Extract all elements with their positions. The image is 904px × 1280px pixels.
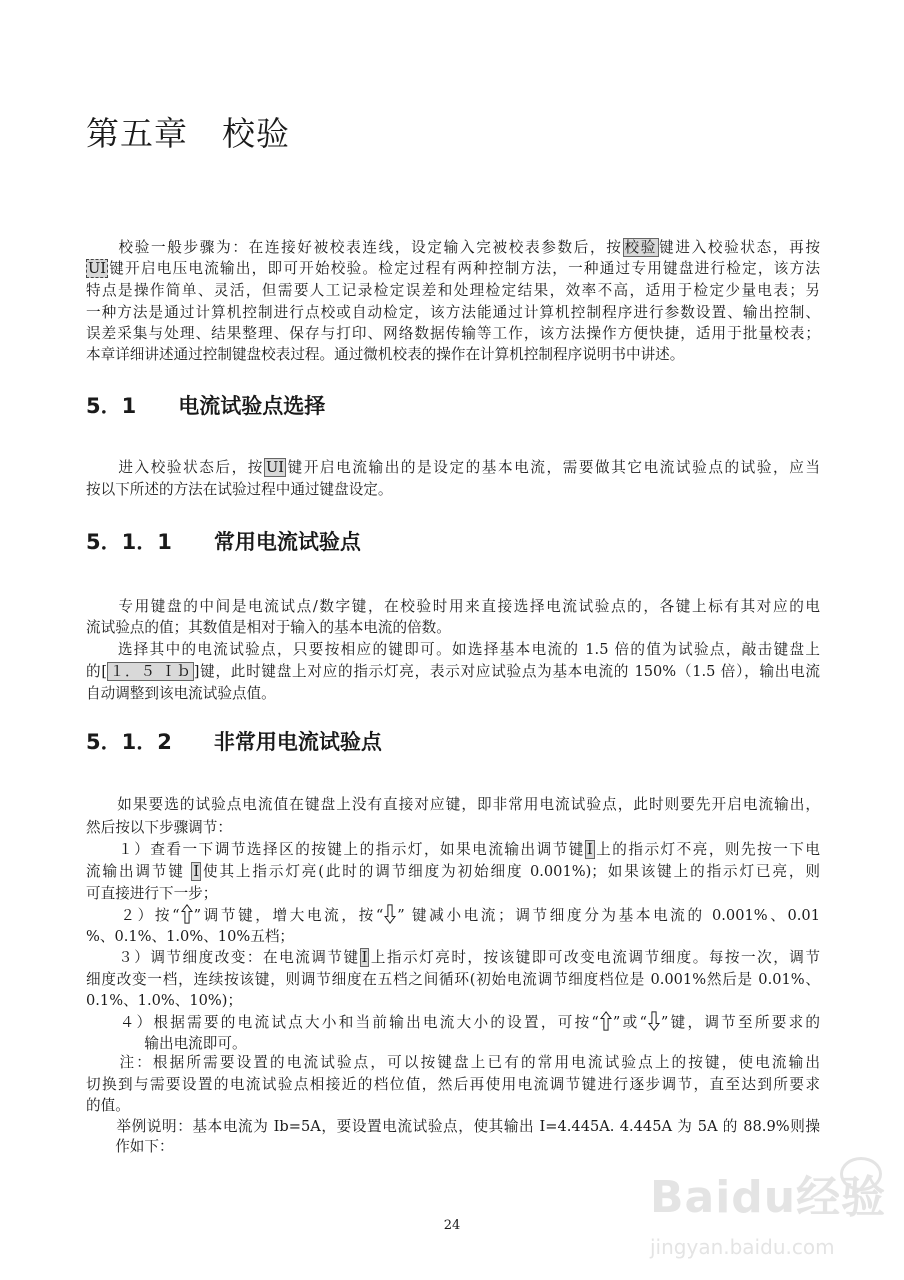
text-line (86, 906, 820, 926)
text-segment: 举例说明：基本电流为 Ib=5A，要设置电流试验点，使其输出 I=4.445A. 4.445A 为 5A 的 88.9%则操 (86, 1118, 820, 1135)
text-line (86, 303, 820, 323)
section-heading-5-1: 5．1 电流试验点选择 (86, 394, 326, 418)
key-label: UI (88, 260, 107, 277)
text-segment: 键开启电压电流输出，即可开始校验。检定过程有两种控制方法，一种通过专用键盘进行检定，该方法 (108, 260, 820, 277)
text-line (86, 862, 820, 882)
text-line (86, 345, 820, 365)
text-segment: 特点是操作简单、灵活，但需要人工记录检定误差和处理检定结果，效率不高，适用于检定少量电表；另 (86, 282, 820, 299)
text-segment: 键开启电流输出的是设定的基本电流，需要做其它电流试验点的试验，应当 (286, 459, 820, 476)
text-segment: ”或“ (612, 1014, 647, 1031)
text-segment: %、0.1%、1.0%、10%五档； (86, 928, 295, 945)
text-line (86, 948, 820, 968)
key-label: I (193, 863, 200, 880)
text-segment: ３）调节细度改变：在电流调节键 (86, 949, 360, 966)
text-line (86, 1034, 820, 1054)
down-arrow-key-icon (647, 1015, 661, 1027)
text-segment: 的[ (86, 663, 108, 680)
text-segment: 流试验点的值；其数值是相对于输入的基本电流的倍数。 (86, 619, 451, 636)
text-line (86, 597, 820, 617)
text-line (86, 662, 820, 682)
section-heading-5-1-2: 5．1．2 非常用电流试验点 (86, 730, 382, 754)
text-line (86, 795, 820, 815)
text-segment: 上的指示灯不亮，则先按一下电 (594, 841, 820, 858)
text-line (86, 840, 820, 860)
text-segment: ]键，此时键盘上对应的指示灯亮，表示对应试验点为基本电流的 150%（1.5 倍），输出电流 (193, 663, 821, 680)
up-arrow-key-icon (599, 1015, 613, 1027)
page-number: 24 (443, 1218, 461, 1233)
watermark-url: jingyan.baidu.com (650, 1235, 835, 1259)
text-segment: 注：根据所需要设置的电流试验点，可以按键盘上已有的常用电流试验点上的按键，使电流输出 (86, 1054, 820, 1071)
text-segment: ” 键减小电流；调节细度分为基本电流的 0.001%、0.01 (397, 907, 820, 924)
text-line (86, 1117, 820, 1137)
text-line (86, 618, 820, 638)
text-line (86, 927, 820, 947)
text-segment: 按以下所述的方法在试验过程中通过键盘设定。 (86, 481, 393, 498)
text-segment: 一种方法是通过计算机控制进行点校或自动检定，该方法能通过计算机控制程序进行参数设置、输出控制、 (86, 304, 820, 321)
text-segment: 如果要选的试验点电流值在键盘上没有直接对应键，即非常用电流试验点，此时则要先开启电流输出， (86, 796, 820, 813)
text-segment: 选择其中的电流试验点，只要按相应的键即可。如选择基本电流的 1.5 倍的值为试验点，敲击键盘上 (86, 641, 820, 658)
text-line (86, 640, 820, 660)
text-line (86, 1137, 820, 1157)
text-segment: 使其上指示灯亮(此时的调节细度为初始细度 0.001%)；如果该键上的指示灯已亮，则 (201, 863, 820, 880)
text-segment: ”键，调节至所要求的 (660, 1014, 821, 1031)
text-line (86, 281, 820, 301)
text-segment: ４）根据需要的电流试点大小和当前输出电流大小的设置，可按“ (86, 1014, 599, 1031)
text-line (86, 480, 820, 500)
key-label: UI (265, 459, 285, 476)
text-segment: 键进入校验状态，再按 (659, 239, 820, 256)
text-line (86, 884, 820, 904)
text-segment: 误差采集与处理、结果整理、保存与打印、网络数据传输等工作，该方法操作方便快捷，适用于批量校表； (86, 325, 820, 342)
text-segment: ”调节键，增大电流，按“ (193, 907, 384, 924)
text-line (86, 259, 820, 279)
text-segment: 细度改变一档，连续按该键，则调节细度在五档之间循环(初始电流调节细度档位是 0.001%然后是 0.01%、 (86, 971, 820, 988)
text-line (86, 970, 820, 990)
key-label: I (361, 949, 368, 966)
text-line (86, 1013, 820, 1033)
up-arrow-key-icon (180, 908, 194, 920)
text-line (86, 458, 820, 478)
text-line (86, 1053, 820, 1073)
text-segment: 专用键盘的中间是电流试点/数字键，在校验时用来直接选择电流试验点的，各键上标有其对应的电 (86, 598, 820, 615)
text-segment: 然后按以下步骤调节： (86, 819, 232, 836)
text-segment: ２）按“ (86, 907, 180, 924)
baidu-watermark (640, 1165, 890, 1275)
text-segment: 流输出调节键 (86, 863, 192, 880)
text-segment: 输出电流即可。 (86, 1035, 247, 1052)
text-line (86, 818, 820, 838)
text-line (86, 1096, 820, 1116)
text-line (86, 991, 820, 1011)
chapter-title: 第五章 校验 (86, 114, 290, 153)
text-line (86, 684, 820, 704)
text-segment: １）查看一下调节选择区的按键上的指示灯，如果电流输出调节键 (86, 841, 585, 858)
watermark-brand: Baidu经验 (650, 1172, 887, 1223)
text-segment: 校验一般步骤为：在连接好被校表连线，设定输入完被校表参数后，按 (86, 239, 623, 256)
text-segment: 切换到与需要设置的电流试验点相接近的档位值，然后再使用电流调节键进行逐步调节，直至达到所要求 (86, 1076, 820, 1093)
text-segment: 可直接进行下一步； (86, 885, 218, 902)
key-label: １．５ Ｉｂ (109, 663, 192, 680)
key-label: 校验 (624, 239, 658, 256)
text-segment: 进入校验状态后，按 (86, 459, 264, 476)
text-line (86, 324, 820, 344)
text-segment: 上指示灯亮时，按该键即可改变电流调节细度。每按一次，调节 (369, 949, 820, 966)
text-segment: 的值。 (86, 1097, 130, 1114)
text-segment: 本章详细讲述通过控制键盘校表过程。通过微机校表的操作在计算机控制程序说明书中讲述。 (86, 346, 685, 363)
down-arrow-key-icon (383, 908, 397, 920)
text-segment: 0.1%、1.0%、10%)； (86, 992, 243, 1009)
text-line (86, 238, 820, 258)
text-segment: 自动调整到该电流试验点值。 (86, 685, 276, 702)
text-line (86, 1075, 820, 1095)
key-label: I (586, 841, 593, 858)
section-heading-5-1-1: 5．1．1 常用电流试验点 (86, 530, 361, 554)
text-segment: 作如下： (86, 1138, 174, 1155)
